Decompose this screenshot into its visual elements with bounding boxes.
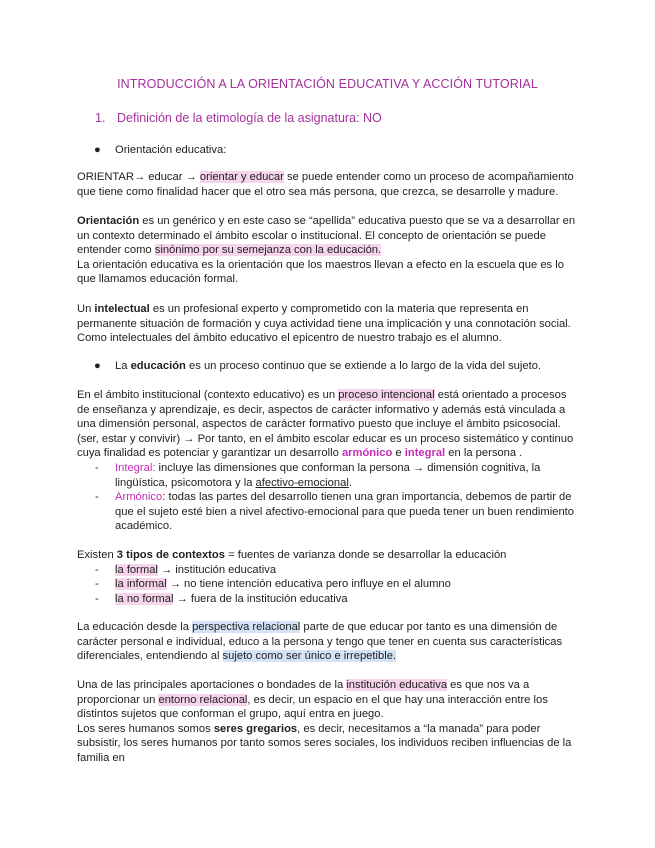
highlight: la informal bbox=[115, 578, 167, 590]
highlight: sujeto como ser único e irrepetible. bbox=[222, 650, 397, 663]
section-number: 1. bbox=[95, 111, 106, 125]
magenta-term: armónico bbox=[341, 447, 393, 460]
bold-term: seres gregarios bbox=[213, 722, 298, 735]
underlined-term: afectivo-emocional bbox=[255, 476, 349, 489]
paragraph-contextos: Existen 3 tipos de contextos = fuentes de varianza donde se desarrollar la educación bbox=[77, 549, 507, 561]
section-heading bbox=[95, 111, 382, 125]
highlight: la formal bbox=[115, 564, 158, 576]
highlight: proceso intencional bbox=[338, 389, 435, 401]
list-item-integral: - Integral: incluye las dimensiones que conforman la persona → dimensión cognitiva, la lingüística, psicomotora y la afectivo-emocional. bbox=[95, 462, 541, 489]
highlight: sinónimo por su semejanza con la educación. bbox=[154, 244, 382, 257]
list-item-informal: - la informal → no tiene intención educativa pero influye en el alumno bbox=[95, 578, 451, 590]
paragraph-perspectiva: La educación desde la perspectiva relacional parte de que educar por tanto es una dimensión de carácter personal e individual, educo a la persona y tengo que tener en cuenta sus características diferenciales, entendiendo al sujeto como ser único e irrepetible. bbox=[77, 621, 563, 663]
bullet-educacion: ● La educación es un proceso continuo que se extiende a lo largo de la vida del sujeto. bbox=[94, 360, 542, 372]
paragraph-orientacion: Orientación es un genérico y en este caso se “apellida” educativa puesto que se va a desarrollar en un contexto determinado el ámbito escolar o institucional. El concepto de orientación se puede entender como sinónimo por su semejanza con la educación. La orientación educativa es la orientación que los maestros llevan a efecto en la escuela que es lo que llamamos educación formal. bbox=[77, 215, 576, 286]
bullet-orientacion bbox=[94, 143, 226, 157]
section-title: Definición de la etimología de la asignatura: NO bbox=[117, 111, 382, 125]
paragraph-intelectual: Un intelectual es un profesional experto y comprometido con la materia que representa en permanente situación de formación y cuya actividad tiene una implicación y una connotación social. Como intelectuales del ámbito educativo el epicentro de nuestro trabajo es el alumno. bbox=[77, 303, 571, 345]
bold-term: Orientación bbox=[77, 215, 140, 227]
bold-term: educación bbox=[130, 360, 186, 372]
paragraph-orientar: ORIENTAR→ educar → orientar y educar se puede entender como un proceso de acompañamiento que tiene como finalidad hacer que el otro sea más persona, que crezca, se desarrolle y madure. bbox=[77, 171, 574, 198]
bold-term: 3 tipos de contextos bbox=[116, 549, 225, 561]
bullet-text: Orientación educativa: bbox=[115, 144, 227, 156]
paragraph-institucion: Una de las principales aportaciones o bondades de la institución educativa es que nos va a proporcionar un entorno relacional, es decir, un espacio en el que hay una interacción entre los distintos sujetos que conforman el grupo, aquí entra en juego. Los seres humanos somos seres gregarios, es decir, necesitamos a “la manada” para poder subsistir, los seres humanos por tanto somos seres sociales, los individuos reciben influencias de la familia en bbox=[77, 679, 572, 764]
highlight: la no formal bbox=[115, 593, 174, 605]
list-item-armonico: - Armónico: todas las partes del desarrollo tienen una gran importancia, debemos de partir de que el sujeto esté bien a nivel afectivo-emocional para que pueda tener un buen rendimiento académico. bbox=[95, 491, 574, 533]
magenta-term: integral bbox=[404, 447, 446, 460]
bullet-dot-icon: ● bbox=[94, 360, 101, 372]
list-item-formal: - la formal → institución educativa bbox=[95, 564, 277, 576]
bullet-dot-icon: ● bbox=[94, 144, 101, 156]
list-item-no-formal: - la no formal → fuera de la institución educativa bbox=[95, 593, 348, 605]
highlight: orientar y educar bbox=[199, 171, 284, 183]
paragraph-ambito: En el ámbito institucional (contexto educativo) es un proceso intencional está orientado a procesos de enseñanza y aprendizaje, es decir, aspectos de carácter informativo y además está vinculada a una dimensión personal, aspectos de carácter formativo puesto que incluye el ámbito psicosocial.(ser, estar y convivir) → Por tanto, en el ámbito escolar educar es un proceso sistemático y continuo cuya finalidad es potenciar y garantizar un desarrollo armónico e integral en la persona . bbox=[77, 389, 574, 460]
document-title: INTRODUCCIÓN A LA ORIENTACIÓN EDUCATIVA Y ACCIÓN TUTORIAL bbox=[117, 77, 538, 91]
highlight: institución educativa bbox=[346, 679, 448, 691]
highlight: perspectiva relacional bbox=[192, 621, 301, 633]
highlight: entorno relacional bbox=[158, 693, 248, 706]
magenta-term: Armónico bbox=[115, 491, 163, 503]
bold-term: intelectual bbox=[94, 303, 150, 315]
magenta-term: Integral: bbox=[115, 462, 156, 474]
